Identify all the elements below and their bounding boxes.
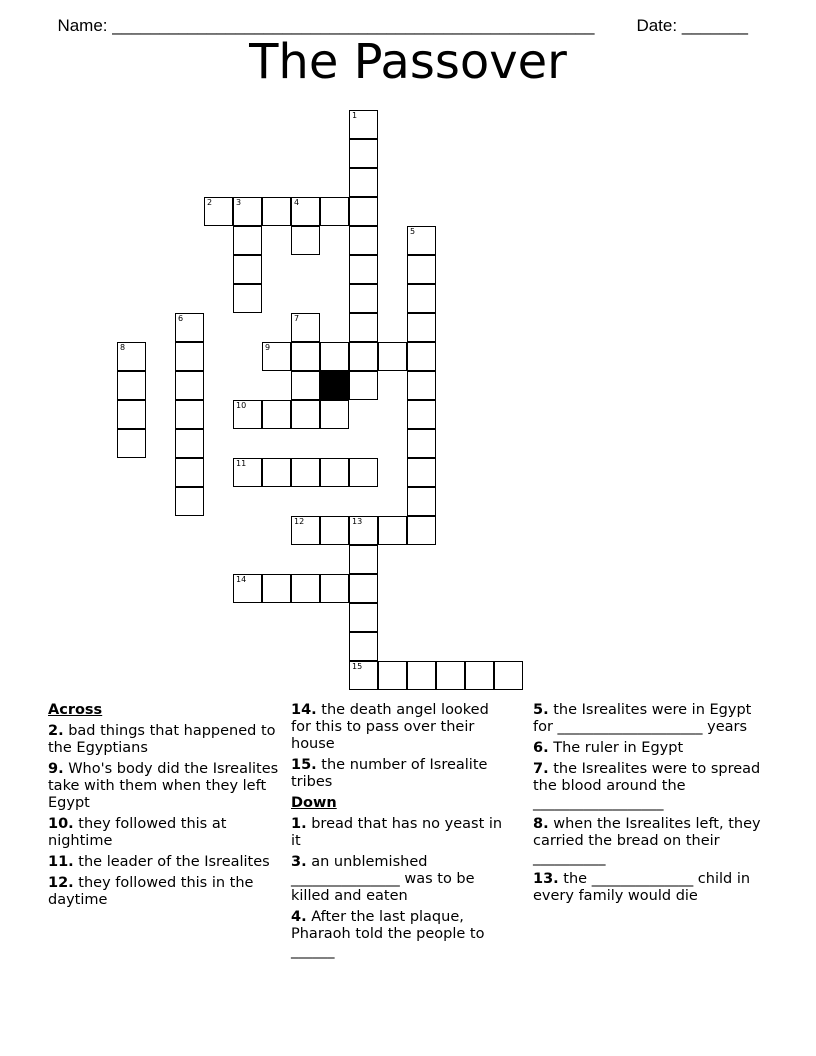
grid-cell[interactable] [407,487,436,516]
grid-cell[interactable] [117,342,146,371]
grid-cell[interactable] [233,226,262,255]
clue-number: 6 [178,314,184,323]
date-label: Date: [636,16,682,35]
grid-cell[interactable] [175,458,204,487]
grid-cell[interactable] [494,661,523,690]
grid-cell[interactable] [233,400,262,429]
grid-cell[interactable] [349,197,378,226]
grid-cell[interactable] [175,371,204,400]
grid-cell[interactable] [349,516,378,545]
clue-number: 10 [236,401,247,410]
grid-cell[interactable] [320,400,349,429]
clue-down-7: 7. the Isrealites were to spread the blood around the __________________ [533,761,761,811]
grid-cell[interactable] [407,313,436,342]
grid-cell[interactable] [407,284,436,313]
clue-across-14: 14. the death angel looked for this to pass over their house [291,702,489,752]
grid-cell[interactable] [436,661,465,690]
grid-cell[interactable] [407,516,436,545]
grid-cell[interactable] [407,342,436,371]
grid-cell[interactable] [291,197,320,226]
date-blank[interactable]: _______ [681,16,748,35]
grid-cell[interactable] [117,371,146,400]
grid-cell[interactable] [291,342,320,371]
grid-cell[interactable] [175,429,204,458]
grid-cell[interactable] [117,400,146,429]
grid-cell[interactable] [378,661,407,690]
grid-cell[interactable] [233,197,262,226]
clue-number: 8 [120,343,126,352]
grid-cell[interactable] [407,255,436,284]
grid-cell[interactable] [233,458,262,487]
grid-cell[interactable] [117,429,146,458]
grid-cell[interactable] [262,342,291,371]
grid-cell[interactable] [349,226,378,255]
grid-cell[interactable] [175,342,204,371]
clue-number: 2 [207,198,213,207]
clue-across-10: 10. they followed this at nightime [48,816,227,849]
clue-down-13: 13. the ______________ child in every family would die [533,871,751,904]
grid-cell[interactable] [291,400,320,429]
clue-across-12: 12. they followed this in the daytime [48,875,254,908]
clue-number: 9 [265,343,271,352]
grid-cell[interactable] [349,574,378,603]
clues-column-3 [533,702,763,909]
name-label: Name: [57,16,113,35]
clue-down-5: 5. the Isrealites were in Egypt for ____________________ years [533,702,752,735]
across-heading: Across [48,702,103,718]
name-blank[interactable]: ___________________________________________________ [112,16,595,35]
clue-number: 5 [410,227,416,236]
grid-cell[interactable] [175,313,204,342]
grid-cell[interactable] [320,197,349,226]
grid-cell[interactable] [349,545,378,574]
grid-cell[interactable] [349,342,378,371]
clue-across-9: 9. Who's body did the Isrealites take with them when they left Egypt [48,761,279,811]
grid-cell[interactable] [407,429,436,458]
grid-cell[interactable] [349,139,378,168]
clue-number: 4 [294,198,300,207]
grid-cell[interactable] [349,603,378,632]
grid-cell[interactable] [407,371,436,400]
black-cell [320,371,349,400]
grid-cell[interactable] [320,342,349,371]
clues-column-1 [48,702,282,913]
grid-cell[interactable] [262,458,291,487]
grid-cell[interactable] [233,284,262,313]
grid-cell[interactable] [407,458,436,487]
clue-number: 3 [236,198,242,207]
grid-cell[interactable] [378,516,407,545]
grid-cell[interactable] [262,574,291,603]
clue-down-8: 8. when the Isrealites left, they carried the bread on their __________ [533,816,761,866]
clue-number: 12 [294,517,305,526]
grid-cell[interactable] [175,487,204,516]
clue-number: 1 [352,111,358,120]
grid-cell[interactable] [407,661,436,690]
grid-cell[interactable] [320,458,349,487]
grid-cell[interactable] [349,632,378,661]
clue-number: 11 [236,459,247,468]
grid-cell[interactable] [291,516,320,545]
clue-across-2: 2. bad things that happened to the Egyptians [48,723,276,756]
grid-cell[interactable] [349,661,378,690]
clue-down-4: 4. After the last plaque, Pharaoh told the people to ______ [291,909,485,959]
grid-cell[interactable] [320,516,349,545]
grid-cell[interactable] [291,226,320,255]
clues-column-2 [291,702,513,964]
grid-cell[interactable] [204,197,233,226]
grid-cell[interactable] [349,168,378,197]
grid-cell[interactable] [291,574,320,603]
clue-down-6: 6. The ruler in Egypt [533,740,684,756]
grid-cell[interactable] [465,661,494,690]
grid-cell[interactable] [378,342,407,371]
grid-cell[interactable] [320,574,349,603]
grid-cell[interactable] [407,226,436,255]
clue-number: 7 [294,314,300,323]
grid-cell[interactable] [349,313,378,342]
grid-cell[interactable] [349,284,378,313]
page-title: The Passover [249,34,567,90]
grid-cell[interactable] [291,458,320,487]
clue-number: 13 [352,517,363,526]
clue-number: 14 [236,575,247,584]
grid-cell[interactable] [175,400,204,429]
grid-cell[interactable] [349,371,378,400]
grid-cell[interactable] [349,255,378,284]
down-heading: Down [291,795,337,811]
clue-across-11: 11. the leader of the Isrealites [48,854,270,870]
clue-down-3: 3. an unblemished _______________ was to be killed and eaten [291,854,475,904]
grid-cell[interactable] [291,371,320,400]
grid-cell[interactable] [262,400,291,429]
grid-cell[interactable] [349,110,378,139]
grid-cell[interactable] [262,197,291,226]
grid-cell[interactable] [291,313,320,342]
grid-cell[interactable] [407,400,436,429]
clue-down-1: 1. bread that has no yeast in it [291,816,503,849]
grid-cell[interactable] [349,458,378,487]
grid-cell[interactable] [233,255,262,284]
clue-across-15: 15. the number of Isrealite tribes [291,757,488,790]
grid-cell[interactable] [233,574,262,603]
clue-number: 15 [352,662,363,671]
